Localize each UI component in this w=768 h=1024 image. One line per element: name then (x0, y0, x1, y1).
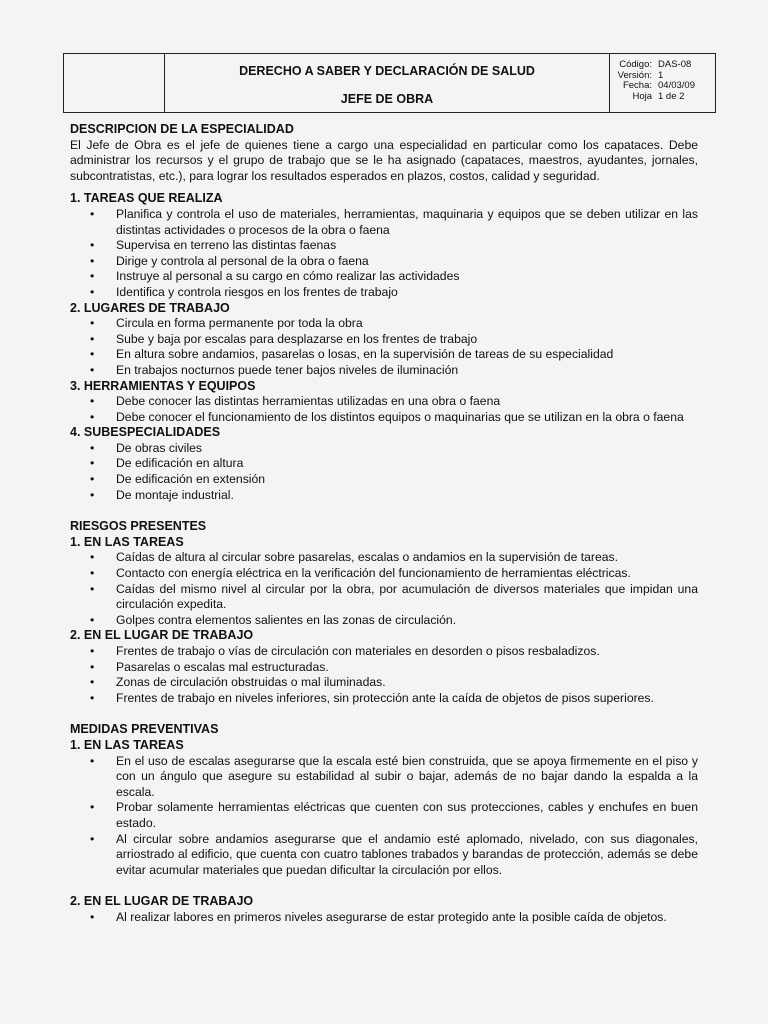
list-item: • En el uso de escalas asegurarse que la escala esté bien construida, que se apoya firmemente en el piso y con un ángulo que asegure su estabilidad al subir o bajar, además de no bajar dando la espalda a la escala. (70, 754, 698, 801)
document-header (63, 53, 716, 113)
list-item: • Pasarelas o escalas mal estructuradas. (70, 660, 698, 676)
meta-fecha (610, 81, 715, 92)
subsection-heading: 1. EN LAS TAREAS (70, 737, 184, 752)
subsection-heading: 2. EN EL LUGAR DE TRABAJO (70, 628, 254, 643)
description-paragraph: El Jefe de Obra es el jefe de quienes tiene a cargo una especialidad en particular como los capataces. Debe administrar los recursos y el grupo de trabajo que se le ha asignado (capataces, maestros, ayudantes, jornales, subcontratistas, etc.), para lograr los resultados esperados en plazos, costos, calidad y seguridad. (70, 137, 698, 183)
meta-cell (610, 54, 715, 112)
list-item: • Caídas del mismo nivel al circular por la obra, por acumulación de diversos materiales que impidan una circulación expedita. (70, 582, 698, 613)
meta-value: 04/03/09 (658, 80, 695, 91)
list-item: • Probar solamente herramientas eléctricas que cuenten con sus protecciones, cables y enchufes en buen estado. (70, 800, 698, 831)
bullet-list (70, 316, 698, 378)
document-title: DERECHO A SABER Y DECLARACIÓN DE SALUD (239, 64, 535, 78)
meta-label: Hoja (632, 90, 652, 102)
bullet-list (70, 550, 698, 628)
list-item: • Al circular sobre andamios asegurarse que el andamio esté aplomado, nivelado, con sus diagonales, arriostrado al edificio, que cuenta con cuatro tablones trabados y barandas de protección, además se debe evitar acumular materiales que puedan dificultar la circulación por ellos. (70, 832, 698, 879)
list-item: • Dirige y controla al personal de la obra o faena (70, 254, 698, 270)
meta-value: 1 (658, 69, 664, 81)
bullet-list (70, 441, 698, 503)
meta-label: Fecha: (622, 80, 652, 91)
list-item: • Frentes de trabajo o vías de circulación con materiales en desorden o pisos resbaladizos. (70, 644, 698, 660)
section-heading: RIESGOS PRESENTES (70, 519, 207, 534)
list-item: • Planifica y controla el uso de materiales, herramientas, maquinaria y equipos que se deben utilizar en las distintas actividades o procesos de la obra o faena (70, 207, 698, 238)
logo-cell (64, 54, 165, 112)
subsection-heading: 1. EN LAS TAREAS (70, 534, 184, 549)
list-item: • Zonas de circulación obstruidas o mal iluminadas. (70, 675, 698, 691)
meta-value: DAS-08 (658, 59, 692, 70)
title-cell (165, 54, 610, 112)
section-heading: 4. SUBESPECIALIDADES (70, 425, 221, 440)
section-heading: 1. TAREAS QUE REALIZA (70, 191, 223, 206)
section-heading: 3. HERRAMIENTAS Y EQUIPOS (70, 378, 256, 393)
list-item: • Debe conocer el funcionamiento de los distintos equipos o maquinarias que se utilizan en la obra o faena (70, 410, 698, 426)
bullet-list (70, 754, 698, 879)
bullet-list (70, 910, 698, 926)
section-heading: MEDIDAS PREVENTIVAS (70, 722, 219, 737)
section-heading: 2. LUGARES DE TRABAJO (70, 300, 230, 315)
document-subtitle: JEFE DE OBRA (340, 92, 434, 106)
list-item: • Caídas de altura al circular sobre pasarelas, escalas o andamios en la supervisión de tareas. (70, 550, 698, 566)
subsection-heading: 2. EN EL LUGAR DE TRABAJO (70, 894, 254, 909)
list-item: • De edificación en altura (70, 456, 698, 472)
list-item: • Instruye al personal a su cargo en cómo realizar las actividades (70, 269, 698, 285)
list-item: • Contacto con energía eléctrica en la verificación del funcionamiento de herramientas eléctricas. (70, 566, 698, 582)
list-item: • De obras civiles (70, 441, 698, 457)
meta-hoja (610, 92, 715, 103)
section-heading: DESCRIPCION DE LA ESPECIALIDAD (70, 122, 294, 136)
meta-label: Código: (619, 59, 652, 70)
list-item: • Golpes contra elementos salientes en las zonas de circulación. (70, 613, 698, 629)
list-item: • En altura sobre andamios, pasarelas o losas, en la supervisión de tareas de su especialidad (70, 347, 698, 363)
list-item: • De edificación en extensión (70, 472, 698, 488)
list-item: • De montaje industrial. (70, 488, 698, 504)
list-item: • Identifica y controla riesgos en los frentes de trabajo (70, 285, 698, 301)
list-item: • Supervisa en terreno las distintas faenas (70, 238, 698, 254)
meta-label: Versión: (617, 69, 652, 81)
list-item: • Frentes de trabajo en niveles inferiores, sin protección ante la caída de objetos de pisos superiores. (70, 691, 698, 707)
list-item: • Sube y baja por escalas para desplazarse en los frentes de trabajo (70, 332, 698, 348)
meta-value: 1 de 2 (658, 90, 685, 102)
list-item: • Circula en forma permanente por toda la obra (70, 316, 698, 332)
document-body (70, 122, 698, 926)
meta-codigo (610, 60, 715, 71)
list-item: • Debe conocer las distintas herramientas utilizadas en una obra o faena (70, 394, 698, 410)
bullet-list (70, 394, 698, 425)
list-item: • Al realizar labores en primeros niveles asegurarse de estar protegido ante la posible caída de objetos. (70, 910, 698, 926)
bullet-list (70, 207, 698, 301)
list-item: • En trabajos nocturnos puede tener bajos niveles de iluminación (70, 363, 698, 379)
bullet-list (70, 644, 698, 706)
